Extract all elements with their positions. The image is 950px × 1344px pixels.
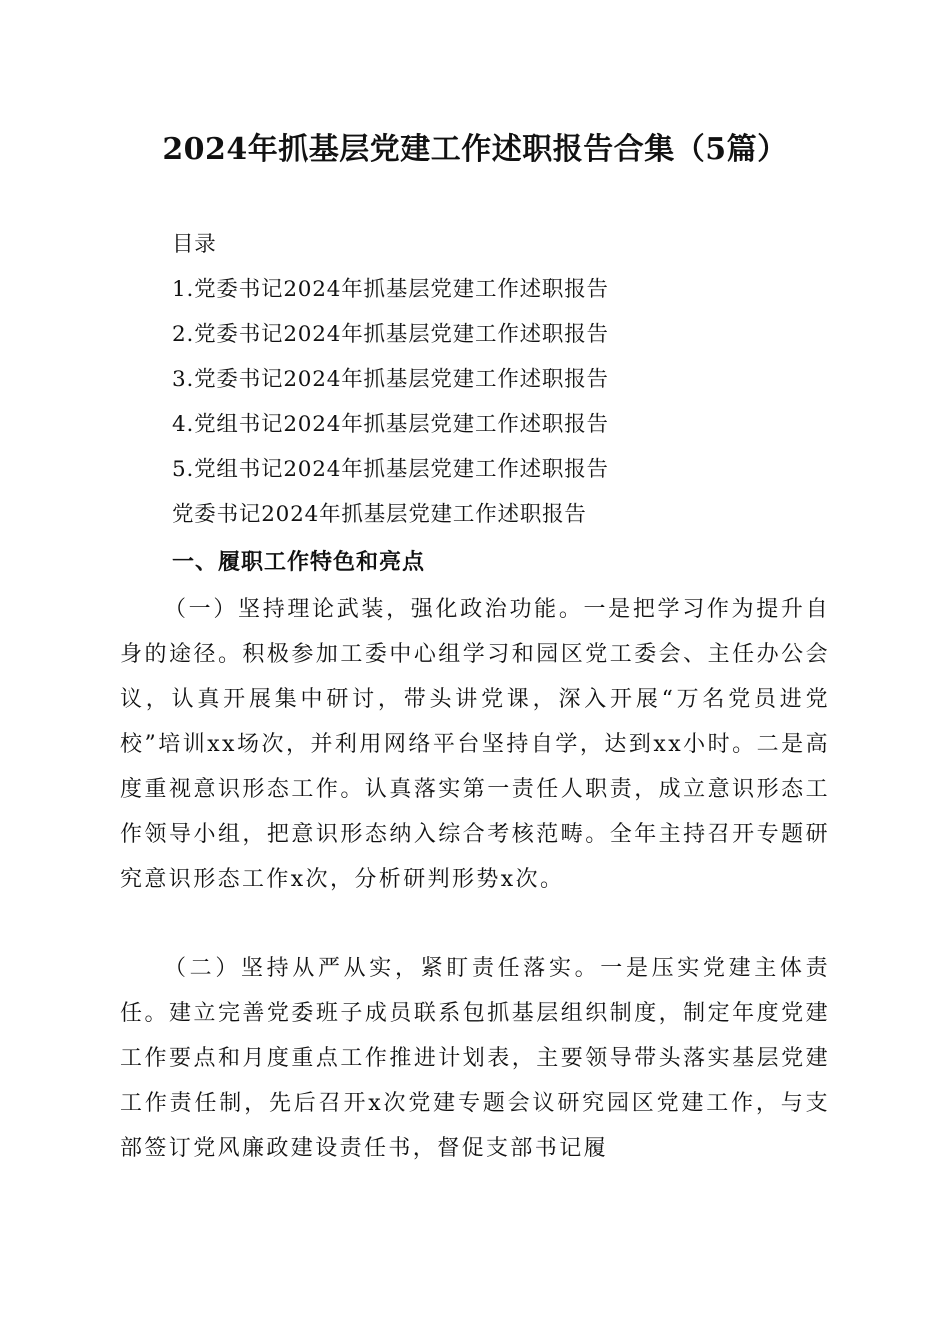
toc-heading: 目录 (172, 232, 217, 257)
toc-item-4[interactable]: 4.党组书记2024年抓基层党建工作述职报告 (172, 412, 609, 437)
toc-item-2[interactable]: 2.党委书记2024年抓基层党建工作述职报告 (172, 322, 609, 347)
toc-item-5[interactable]: 5.党组书记2024年抓基层党建工作述职报告 (172, 457, 609, 482)
paragraph-1-body: 一是把学习作为提升自身的途径。积极参加工委中心组学习和园区党工委会、主任办公会议，认真开展集中研讨，带头讲党课，深入开展“万名党员进党校”培训xx场次，并利用网络平台坚持自学，达到xx小时。二是高度重视意识形态工作。认真落实第一责任人职责，成立意识形态工作领导小组，把意识形态纳入综合考核范畴。全年主持召开专题研究意识形态工作x次，分析研判形势x次。 (120, 597, 830, 892)
paragraph-2-lead: （二）坚持从严从实，紧盯责任落实。 (164, 956, 601, 981)
table-of-contents (172, 232, 832, 547)
toc-item-3[interactable]: 3.党委书记2024年抓基层党建工作述职报告 (172, 367, 609, 392)
paragraph-1-lead: （一）坚持理论武装，强化政治功能。 (164, 597, 584, 622)
toc-item-1[interactable]: 1.党委书记2024年抓基层党建工作述职报告 (172, 277, 609, 302)
article-title: 党委书记2024年抓基层党建工作述职报告 (172, 502, 587, 527)
section-heading: 一、履职工作特色和亮点 (172, 550, 426, 575)
paragraph-2 (120, 946, 830, 1171)
paragraph-1 (120, 587, 830, 902)
paragraph-2-body: 一是压实党建主体责任。建立完善党委班子成员联系包抓基层组织制度，制定年度党建工作要点和月度重点工作推进计划表，主要领导带头落实基层党建工作责任制，先后召开x次党建专题会议研究园区党建工作，与支部签订党风廉政建设责任书，督促支部书记履 (120, 956, 830, 1161)
document-title: 2024年抓基层党建工作述职报告合集（5篇） (162, 132, 788, 167)
